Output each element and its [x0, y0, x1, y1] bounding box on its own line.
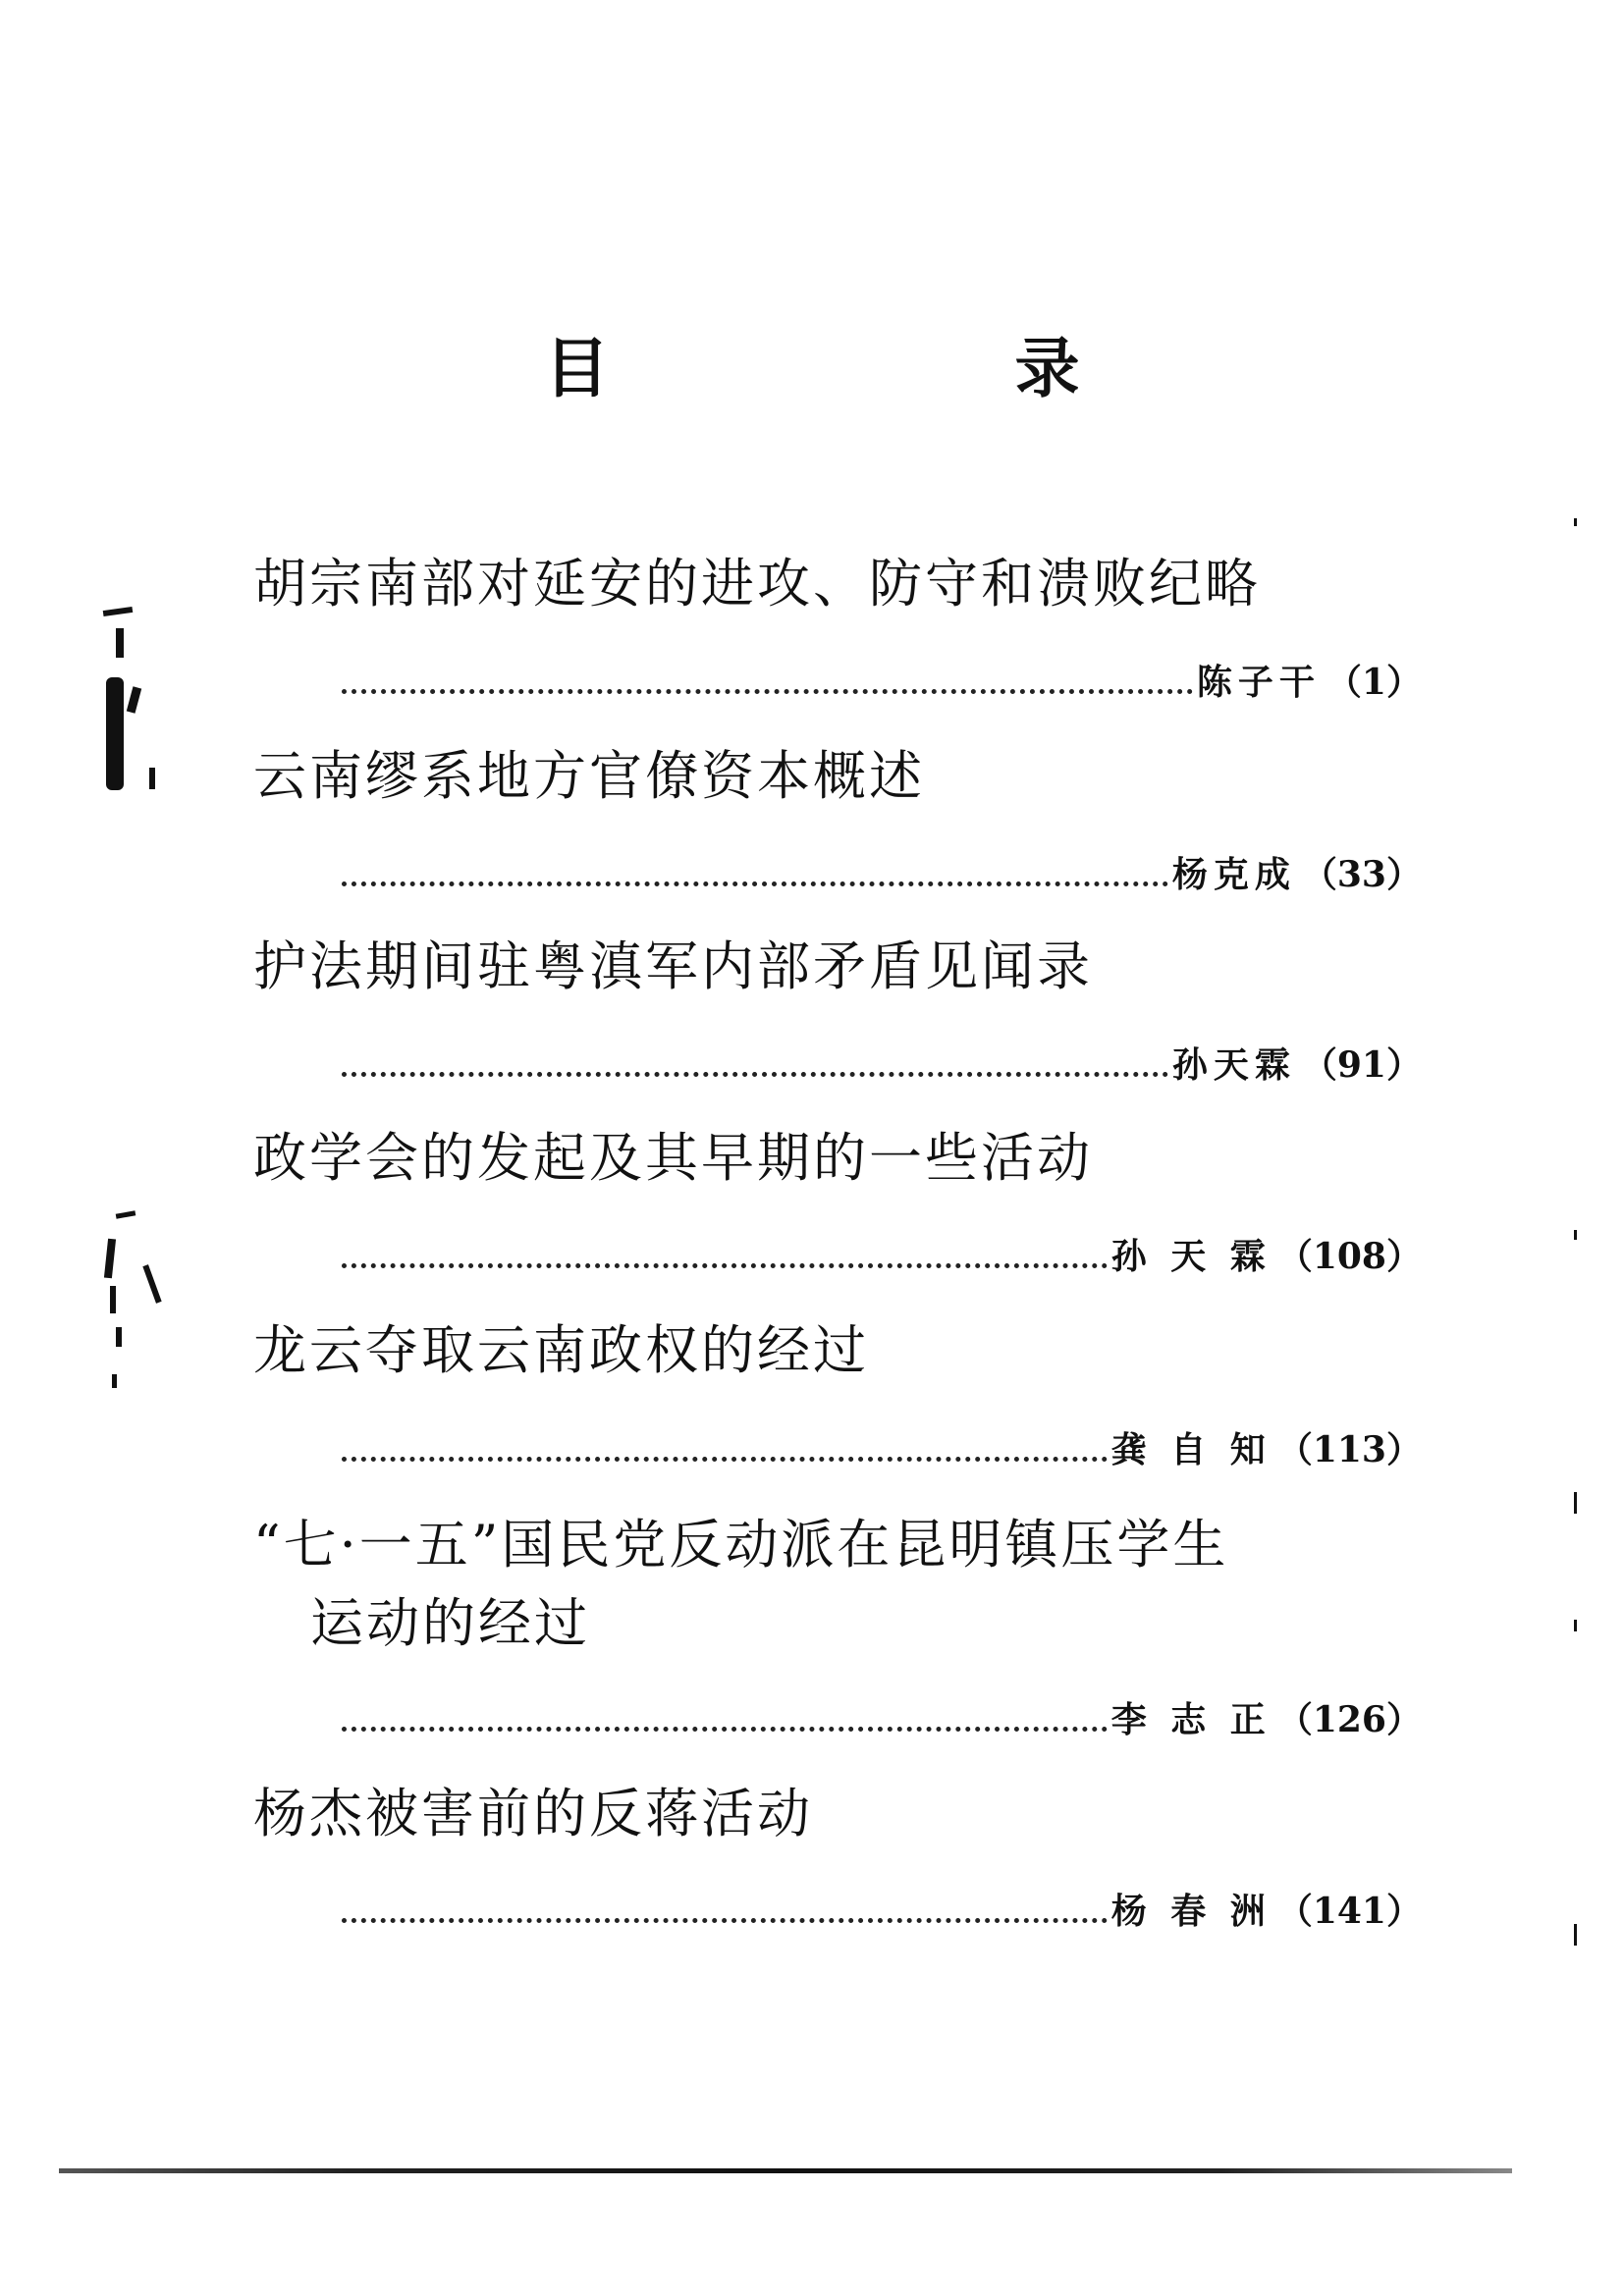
toc-entry-page: （ 126 ）: [1277, 1695, 1422, 1744]
toc-entry-title-line2: 运动的经过: [310, 1592, 590, 1654]
toc-entry-meta: [342, 658, 1422, 707]
toc-entry-author: 杨 春 洲: [1110, 1891, 1272, 1932]
bottom-rule: [59, 2168, 1512, 2173]
toc-entry-page: （ 91 ）: [1302, 1041, 1422, 1090]
toc-entry-author: 孙天霖: [1171, 1044, 1296, 1086]
toc-entry-meta: [342, 850, 1422, 899]
dot-leader: [342, 1457, 1108, 1462]
toc-entry-meta: [342, 1695, 1422, 1744]
toc-entry-page: （ 141 ）: [1277, 1887, 1422, 1936]
toc-entry-title: 龙云夺取云南政权的经过: [253, 1319, 869, 1381]
toc-entry-meta: [342, 1232, 1422, 1281]
toc-entry-author: 陈子干: [1196, 662, 1321, 703]
toc-entry-author: 李 志 正: [1110, 1699, 1272, 1740]
dot-leader: [342, 1918, 1108, 1923]
toc-entry-title: 胡宗南部对延安的进攻、防守和溃败纪略: [253, 553, 1261, 614]
toc-entry-meta: [342, 1041, 1422, 1090]
toc-entry-author: 孙 天 霖: [1110, 1236, 1272, 1277]
dot-leader: [342, 1727, 1108, 1732]
toc-entry-title: 政学会的发起及其早期的一些活动: [253, 1127, 1093, 1189]
toc-entry-page: （ 1 ）: [1326, 658, 1422, 707]
toc-entry-author: 龚 自 知: [1110, 1429, 1272, 1470]
dot-leader: [342, 881, 1168, 886]
dot-leader: [342, 1072, 1168, 1077]
toc-entry-title-line1: “七·一五”国民党反动派在昆明镇压学生: [253, 1514, 1229, 1575]
dot-leader: [342, 689, 1193, 694]
toc-entry-meta: [342, 1425, 1422, 1474]
toc-entry-page: （ 33 ）: [1302, 850, 1422, 899]
dot-leader: [342, 1263, 1108, 1268]
toc-entry-page: （ 113 ）: [1277, 1425, 1422, 1474]
toc-entry-page: （ 108 ）: [1277, 1232, 1422, 1281]
page-title: 目 录: [544, 330, 1272, 406]
toc-entry-meta: [342, 1887, 1422, 1936]
toc-entry-author: 杨克成: [1171, 854, 1296, 895]
toc-entry-title: 护法期间驻粤滇军内部矛盾见闻录: [253, 935, 1093, 997]
toc-entry-title: 云南缪系地方官僚资本概述: [253, 745, 925, 807]
toc-entry-title: 杨杰被害前的反蒋活动: [253, 1783, 813, 1844]
toc-entry-title: [253, 1506, 1228, 1663]
